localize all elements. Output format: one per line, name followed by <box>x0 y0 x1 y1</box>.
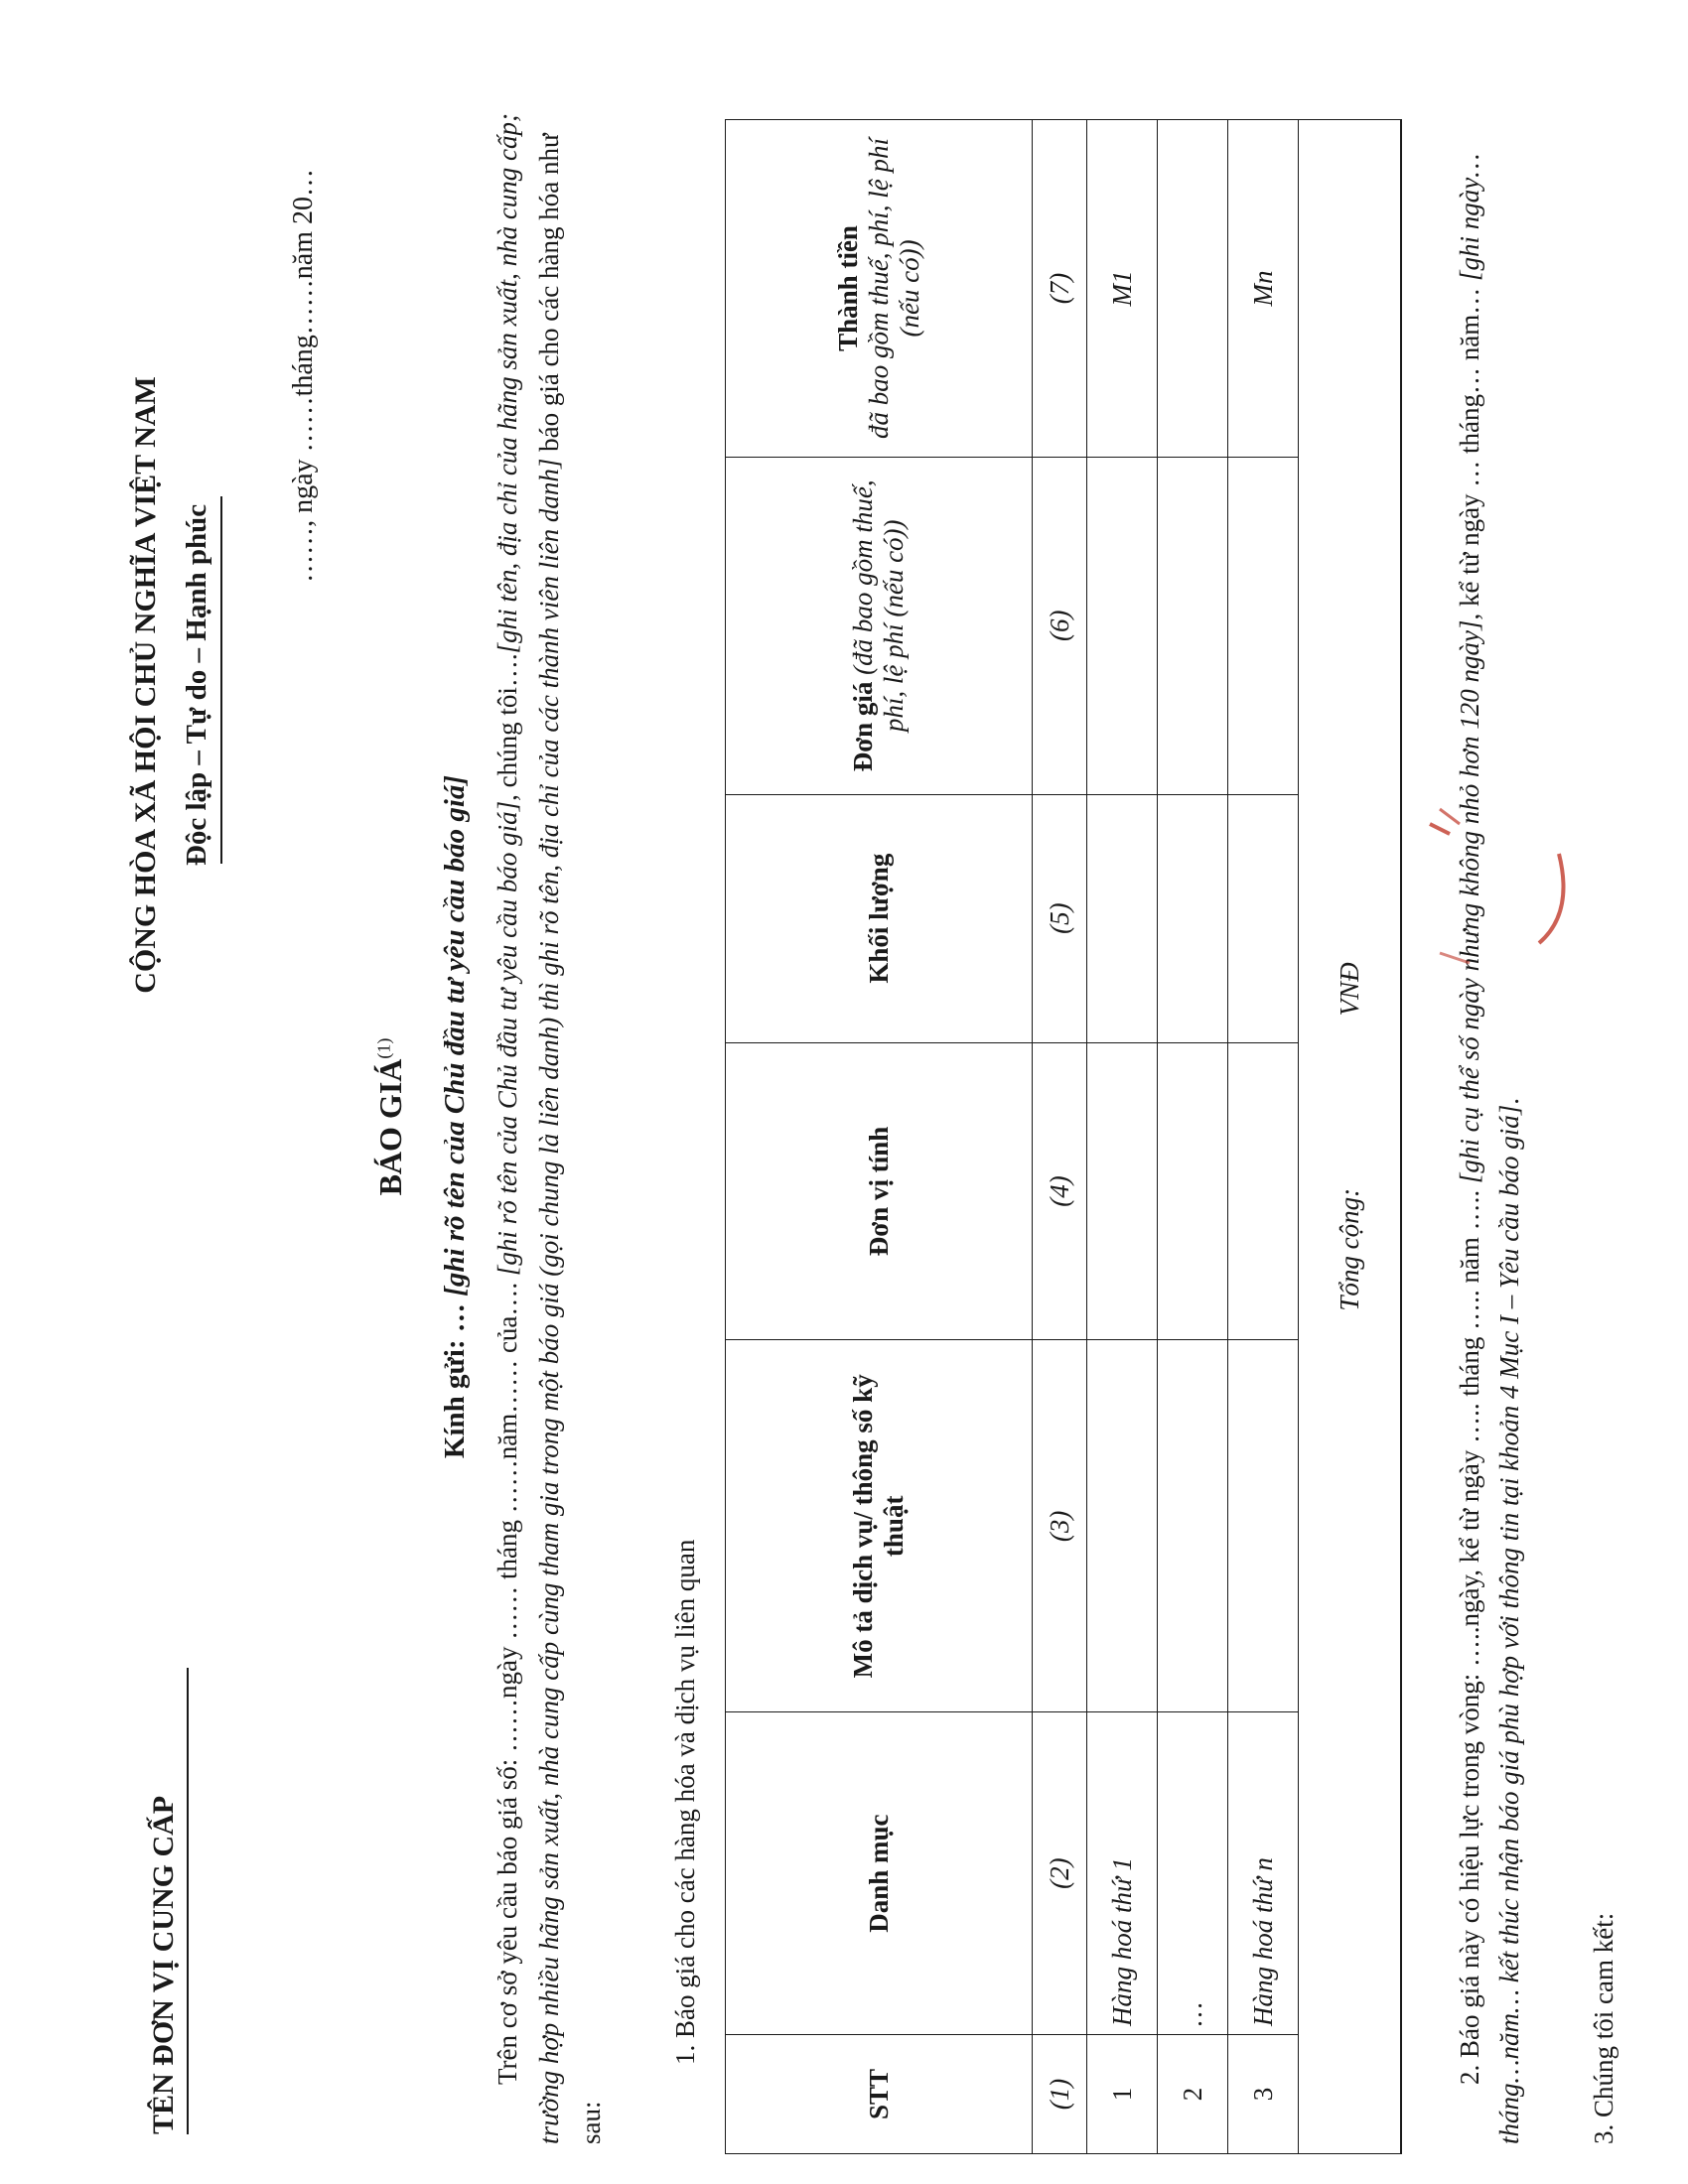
title-text: BÁO GIÁ <box>372 1058 408 1196</box>
row-price <box>1228 457 1299 794</box>
column-number: (5) <box>1033 794 1087 1042</box>
header-total-label: Thành tiền <box>832 225 863 351</box>
validity-part-e: . <box>1494 1098 1524 1105</box>
row-amount: M1 <box>1087 120 1158 458</box>
quotation-table <box>725 119 1402 2154</box>
row-amount: Mn <box>1228 120 1299 458</box>
row-stt: 2 <box>1158 2035 1228 2154</box>
column-number: (1) <box>1033 2035 1087 2154</box>
row-price <box>1087 457 1158 794</box>
intro-paragraph <box>487 109 612 2144</box>
recipient-label: Kính gửi: … <box>439 1296 471 1459</box>
header-price-label: Đơn giá <box>848 681 878 772</box>
intro-part-2: [ghi rõ tên của Chủ đầu tư yêu cầu báo giá] <box>492 800 522 1277</box>
column-number: (2) <box>1033 1712 1087 2035</box>
total-cell <box>1299 120 1402 2154</box>
nation-heading: CỘNG HÒA XÃ HỘI CHỦ NGHĨA VIỆT NAM <box>129 376 162 994</box>
quotation-form-page <box>60 60 1648 2174</box>
row-unit <box>1228 1042 1299 1340</box>
header-total-note: đã bao gồm thuế, phí, lệ phí (nếu có)) <box>863 137 924 439</box>
validity-part-c: , kể từ ngày … tháng… năm… <box>1455 280 1484 620</box>
section-1-heading: 1. Báo giá cho các hàng hóa và dịch vụ liên quan <box>670 1539 700 2065</box>
recipient-placeholder: [ghi rõ tên của Chủ đầu tư yêu cầu báo giá] <box>439 774 471 1297</box>
row-qty <box>1228 794 1299 1042</box>
row-qty <box>1087 794 1158 1042</box>
commitment-heading: 3. Chúng tôi cam kết: <box>1589 1912 1618 2144</box>
header-price <box>726 457 1033 794</box>
intro-part-3: , chúng tôi…. <box>492 653 522 801</box>
date-line: ……, ngày ……tháng……năm 20… <box>288 169 319 583</box>
row-qty <box>1158 794 1228 1042</box>
validity-part-d: [ghi ngày…tháng…năm… kết thúc nhận báo giá phù hợp với thông tin tại khoản 4 Mục I – Yêu cầu báo giá] <box>1455 153 1524 2144</box>
row-amount <box>1158 120 1228 458</box>
column-numbering-row <box>1033 120 1087 2154</box>
header-qty: Khối lượng <box>726 794 1033 1042</box>
header-desc: Mô tả dịch vụ/ thông số kỹ thuật <box>726 1340 1033 1712</box>
validity-paragraph <box>1450 109 1529 2144</box>
column-number: (7) <box>1033 120 1087 458</box>
motto-heading: Độc lập – Tự do – Hạnh phúc <box>181 503 212 867</box>
validity-part-a: 2. Báo giá này có hiệu lực trong vòng: …..ngày, kể từ ngày ….. tháng ….. năm ….. <box>1455 1183 1484 2085</box>
validity-part-b: [ghi cụ thể số ngày nhưng không nhỏ hơn 120 ngày] <box>1455 619 1484 1184</box>
recipient-line <box>439 60 472 2174</box>
table-row <box>1087 120 1158 2154</box>
table-header-row <box>726 120 1033 2154</box>
supplier-underline <box>187 1668 189 2134</box>
total-currency: VNĐ <box>1334 962 1364 1017</box>
header-stt: STT <box>726 2035 1033 2154</box>
header-name: Danh mục <box>726 1712 1033 2035</box>
intro-part-5: báo giá cho các hàng hóa như sau: <box>534 133 606 2144</box>
row-unit <box>1087 1042 1158 1340</box>
total-row <box>1299 120 1402 2154</box>
row-desc <box>1087 1340 1158 1712</box>
column-number: (6) <box>1033 457 1087 794</box>
motto-underline <box>220 496 222 864</box>
row-stt: 3 <box>1228 2035 1299 2154</box>
row-name: Hàng hoá thứ n <box>1228 1712 1299 2035</box>
header-unit: Đơn vị tính <box>726 1042 1033 1340</box>
row-name: … <box>1158 1712 1228 2035</box>
table-row <box>1158 120 1228 2154</box>
red-stamp-mark <box>1410 784 1589 983</box>
document-title <box>372 60 409 2174</box>
column-number: (4) <box>1033 1042 1087 1340</box>
total-label: Tổng cộng: <box>1334 1187 1364 1311</box>
table-row <box>1228 120 1299 2154</box>
intro-part-4: [ghi tên, địa chỉ của hãng sản xuất, nhà cung cấp; trường hợp nhiều hãng sản xuất, nhà cung cấp cùng tham gia trong một báo giá (gọi chung là liên danh) thì ghi rõ tên, địa chỉ của các thành viên liên danh] <box>492 112 564 2144</box>
header-total <box>726 120 1033 458</box>
header-price-note: (đã bao gồm thuế, phí, lệ phí (nếu có)) <box>848 479 909 733</box>
row-desc <box>1158 1340 1228 1712</box>
intro-part-1: Trên cơ sở yêu cầu báo giá số: ……ngày …… tháng ……năm…… của…. <box>492 1276 522 2085</box>
title-footnote-mark: (1) <box>373 1037 394 1059</box>
row-stt: 1 <box>1087 2035 1158 2154</box>
row-unit <box>1158 1042 1228 1340</box>
row-price <box>1158 457 1228 794</box>
column-number: (3) <box>1033 1340 1087 1712</box>
supplier-name-heading: TÊN ĐƠN VỊ CUNG CẤP <box>147 1795 180 2134</box>
row-name: Hàng hoá thứ 1 <box>1087 1712 1158 2035</box>
quotation-table-wrapper <box>725 119 1402 2154</box>
row-desc <box>1228 1340 1299 1712</box>
